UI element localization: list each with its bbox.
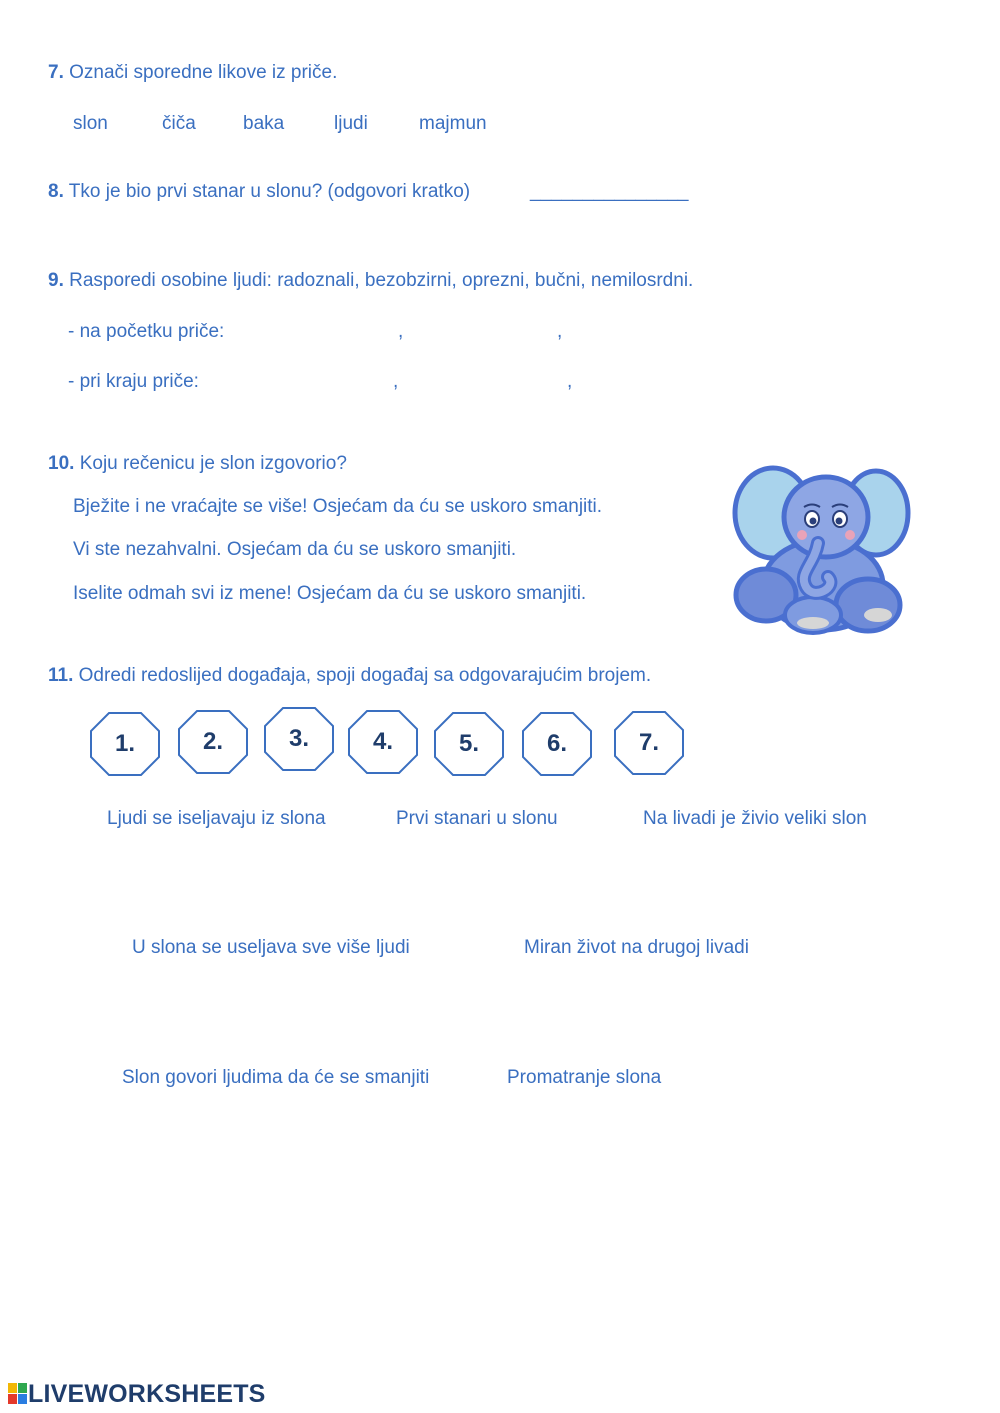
order-number-label: 6. <box>546 730 567 757</box>
q9-row2-field-3[interactable] <box>578 369 718 395</box>
q7-option-baka[interactable]: baka <box>243 113 285 134</box>
event-item[interactable]: Na livadi je živio veliki slon <box>643 808 867 829</box>
order-number-7[interactable] <box>613 710 685 776</box>
question-7 <box>48 62 337 84</box>
order-number-label: 4. <box>372 728 393 755</box>
question-8 <box>48 181 470 203</box>
question-10 <box>48 453 347 475</box>
question-text: Tko je bio prvi stanar u slonu? (odgovori kratko) <box>68 181 471 202</box>
question-text: Rasporedi osobine ljudi: radoznali, bezobzirni, oprezni, bučni, nemilosrdni. <box>69 270 694 291</box>
q9-row2-field-2[interactable] <box>405 369 560 395</box>
question-9 <box>48 270 693 292</box>
q9-row1-field-3[interactable] <box>568 319 708 345</box>
q9-row2-separator: , <box>393 371 399 392</box>
q9-row2-separator: , <box>567 371 573 392</box>
q9-row1-field-1[interactable] <box>247 319 387 345</box>
order-number-label: 7. <box>638 729 659 756</box>
q8-answer-blank[interactable]: _______________ <box>530 181 689 202</box>
q9-row2-field-1[interactable] <box>225 369 385 395</box>
q7-option-cica[interactable]: čiča <box>162 113 196 134</box>
question-number: 11. <box>48 665 74 686</box>
order-number-1[interactable] <box>89 711 161 777</box>
q9-row1-label: - na početku priče: <box>68 321 225 342</box>
event-item[interactable]: Slon govori ljudima da će se smanjiti <box>122 1067 430 1088</box>
question-text: Koju rečenicu je slon izgovorio? <box>79 453 347 474</box>
order-number-label: 2. <box>202 728 223 755</box>
order-number-label: 3. <box>288 725 309 752</box>
event-item[interactable]: Miran život na drugoj livadi <box>524 937 749 958</box>
question-number: 10. <box>48 453 75 474</box>
event-item[interactable]: Prvi stanari u slonu <box>396 808 558 829</box>
order-number-6[interactable] <box>521 711 593 777</box>
order-number-label: 5. <box>458 730 479 757</box>
elephant-icon <box>728 455 918 645</box>
event-item[interactable]: Ljudi se iseljavaju iz slona <box>107 808 326 829</box>
order-number-2[interactable] <box>177 709 249 775</box>
order-number-3[interactable] <box>263 706 335 772</box>
question-11 <box>48 665 651 687</box>
q7-option-ljudi[interactable]: ljudi <box>334 113 368 134</box>
question-number: 9. <box>48 270 64 291</box>
liveworksheets-logo-icon <box>8 1383 28 1405</box>
question-number: 7. <box>48 62 64 83</box>
q10-option-2[interactable]: Vi ste nezahvalni. Osjećam da ću se uskoro smanjiti. <box>73 539 517 560</box>
q7-option-majmun[interactable]: majmun <box>419 113 487 134</box>
q9-row1-separator: , <box>557 321 563 342</box>
question-text: Odredi redoslijed događaja, spoji događaj sa odgovarajućim brojem. <box>78 665 652 686</box>
q9-row1-separator: , <box>398 321 404 342</box>
logo-text: LIVEWORKSHEETS <box>28 1379 266 1408</box>
q9-row2-label: - pri kraju priče: <box>68 371 199 392</box>
q10-option-1[interactable]: Bježite i ne vraćajte se više! Osjećam da ću se uskoro smanjiti. <box>73 496 603 517</box>
q10-option-3[interactable]: Iselite odmah svi iz mene! Osjećam da ću se uskoro smanjiti. <box>73 583 587 604</box>
event-item[interactable]: U slona se useljava sve više ljudi <box>132 937 410 958</box>
question-text: Označi sporedne likove iz priče. <box>69 62 338 83</box>
question-number: 8. <box>48 181 64 202</box>
order-number-4[interactable] <box>347 709 419 775</box>
event-item[interactable]: Promatranje slona <box>507 1067 662 1088</box>
order-number-5[interactable] <box>433 711 505 777</box>
elephant-illustration <box>728 455 918 645</box>
q7-option-slon[interactable]: slon <box>73 113 108 134</box>
order-number-label: 1. <box>114 730 135 757</box>
q9-row1-field-2[interactable] <box>410 319 550 345</box>
liveworksheets-logo <box>8 1381 266 1407</box>
